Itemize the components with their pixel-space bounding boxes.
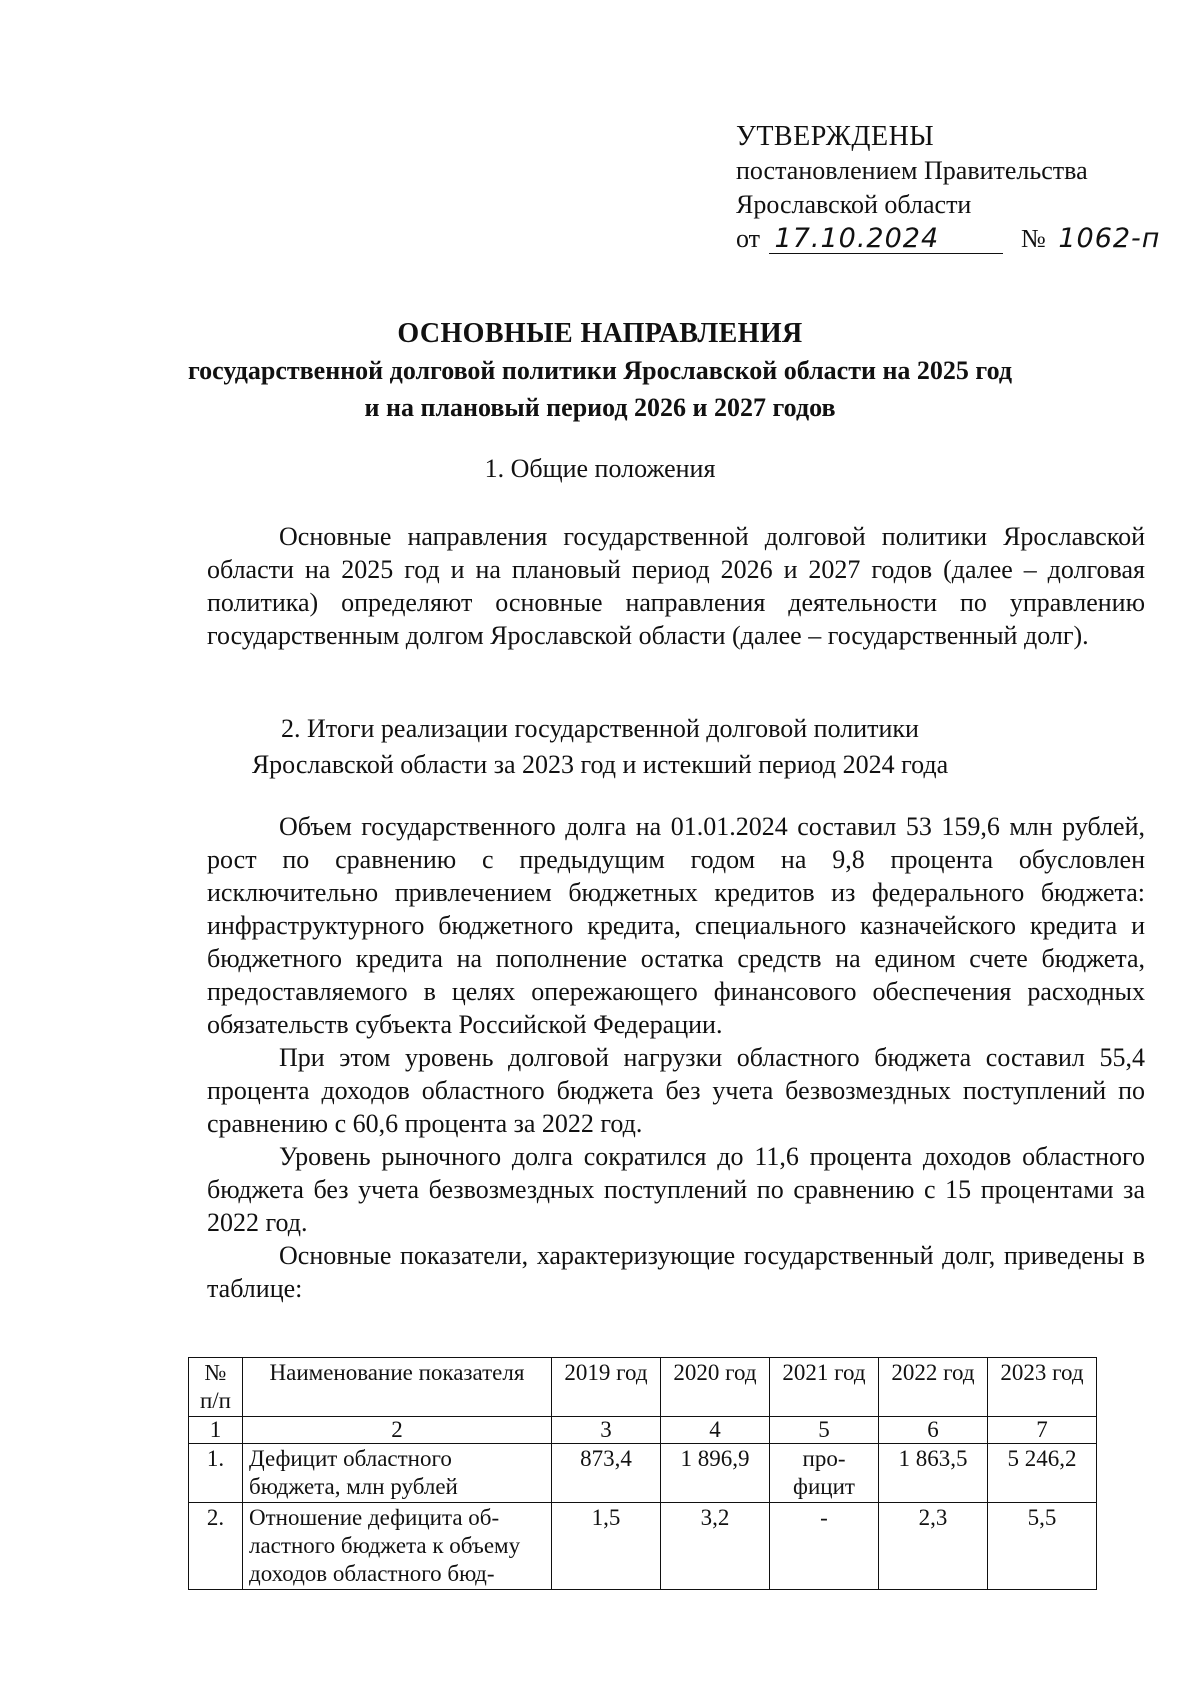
row-value-2021: про-фицит [770,1444,879,1503]
document-title [0,316,1200,426]
table-header-row [189,1358,1097,1417]
section-1-heading: 1. Общие положения [484,454,716,483]
section-1-text [207,520,1145,652]
title-sub-2: и на плановый период 2026 и 2027 годов [364,393,836,422]
title-sub-1: государственной долговой политики Ярославской области на 2025 год [188,356,1012,385]
title-main: ОСНОВНЫЕ НАПРАВЛЕНИЯ [397,318,803,349]
debt-indicators-table [188,1357,1097,1590]
index-cell: 7 [988,1417,1097,1444]
number-field [1058,225,1160,253]
approval-title: УТВЕРЖДЕНЫ [736,121,935,152]
header-2023: 2023 год [988,1358,1097,1417]
header-num: № п/п [189,1358,243,1417]
header-2021: 2021 год [770,1358,879,1417]
row-value-2022: 2,3 [879,1503,988,1590]
section-2-heading-line-1: 2. Итоги реализации государственной долговой политики [281,714,919,743]
row-value-2020: 1 896,9 [661,1444,770,1503]
table-index-row [189,1417,1097,1444]
section-2-paragraph-4: Основные показатели, характеризующие государственный долг, приведены в таблице: [207,1241,1145,1303]
section-2-paragraph-3: Уровень рыночного долга сократился до 11,6 процента доходов областного бюджета без учета безвозмездных поступлений по сравнению с 15 процентами за 2022 год. [207,1142,1145,1237]
row-name: Дефицит областного бюджета, млн рублей [243,1444,552,1503]
table-row [189,1503,1097,1590]
approval-line-2: Ярославской области [736,190,972,219]
handwritten-date: 17.10.2024 [774,223,940,254]
date-field [769,225,1003,254]
row-name: Отношение дефицита об-ластного бюджета к объему доходов областного бюд- [243,1503,552,1590]
row-num: 1. [189,1444,243,1503]
handwritten-number: 1062-п [1058,223,1161,254]
row-value-2020: 3,2 [661,1503,770,1590]
row-value-2019: 873,4 [552,1444,661,1503]
section-1-paragraph: Основные направления государственной долговой политики Ярославской области на 2025 год и на плановый период 2026 и 2027 годов (далее – долговая политика) определяют основные направления деятельности по управлению государственным долгом Ярославской области (далее – государственный долг). [207,522,1145,650]
approval-line-1: постановлением Правительства [736,156,1088,185]
header-2022: 2022 год [879,1358,988,1417]
row-value-2023: 5,5 [988,1503,1097,1590]
date-prefix: от [736,224,761,253]
row-value-2021: - [770,1503,879,1590]
index-cell: 2 [243,1417,552,1444]
row-value-2019: 1,5 [552,1503,661,1590]
number-prefix: № [1021,224,1046,253]
approval-date-line [736,222,1160,256]
table-row [189,1444,1097,1503]
row-value-2023: 5 246,2 [988,1444,1097,1503]
row-num: 2. [189,1503,243,1590]
index-cell: 1 [189,1417,243,1444]
section-2-heading-line-2: Ярославской области за 2023 год и истекший период 2024 года [251,750,949,779]
section-2-paragraph-2: При этом уровень долговой нагрузки областного бюджета составил 55,4 процента доходов областного бюджета без учета безвозмездных поступлений по сравнению с 60,6 процента за 2022 год. [207,1043,1145,1138]
header-2020: 2020 год [661,1358,770,1417]
index-cell: 3 [552,1417,661,1444]
header-2019: 2019 год [552,1358,661,1417]
header-name: Наименование показателя [243,1358,552,1417]
index-cell: 6 [879,1417,988,1444]
section-2-paragraph-1: Объем государственного долга на 01.01.2024 составил 53 159,6 млн рублей, рост по сравнению с предыдущим годом на 9,8 процента обусловлен исключительно привлечением бюджетных кредитов из федерального бюджета: инфраструктурного бюджетного кредита, специального казначейского кредита и бюджетного кредита на пополнение остатка средств на едином счете бюджета, предоставляемого в целях опережающего финансового обеспечения расходных обязательств субъекта Российской Федерации. [207,812,1145,1039]
row-value-2022: 1 863,5 [879,1444,988,1503]
approval-stamp [736,120,1160,256]
index-cell: 4 [661,1417,770,1444]
index-cell: 5 [770,1417,879,1444]
section-2-text [207,810,1145,1305]
